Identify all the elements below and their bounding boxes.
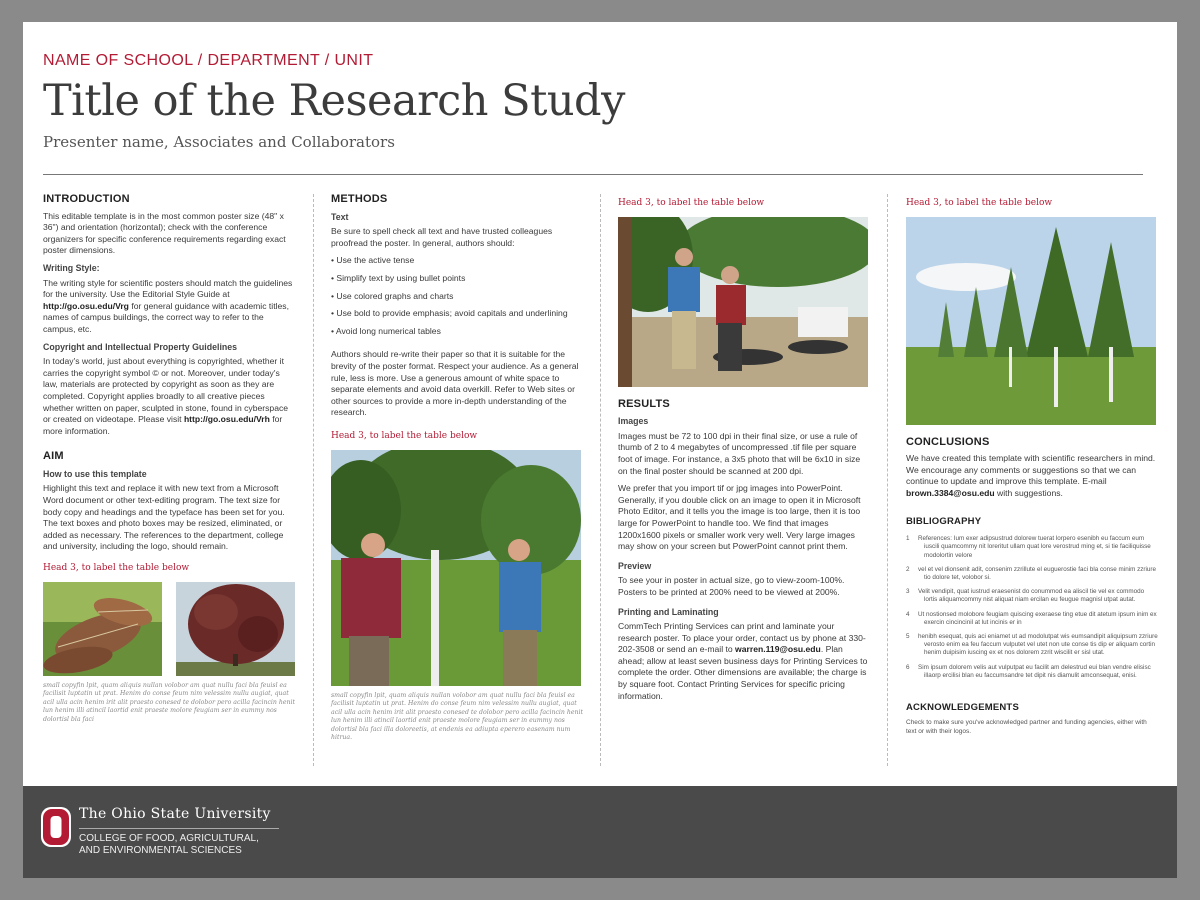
college-name: COLLEGE OF FOOD, AGRICULTURAL, AND ENVIRONMENTAL SCIENCES [79,833,259,856]
poster-header [43,52,1143,151]
methods-figure-label: Head 3, to label the table below [331,430,478,441]
aim-photo-row [43,582,295,676]
column-divider [600,194,601,766]
bibliography-list [906,535,1158,680]
copyright-link[interactable]: http://go.osu.edu/Vrh [183,414,270,425]
leaf-closeup-photo [43,582,162,676]
poster [23,22,1177,878]
editorial-guide-link[interactable]: http://go.osu.edu/Vrg [43,300,129,311]
list-item: • Simplify text by using bullet points [331,272,466,283]
nursery-photo [618,217,868,387]
conclusions-figure-label: Head 3, to label the table below [906,198,1053,208]
copyright-heading: Copyright and Intellectual Property Guidelines [43,341,238,352]
printing-body: CommTech Printing Services can print and laminate your research poster. To place your order, contact us by phone at 330-202-3508 or send an e-mail to warren.119@osu.edu. Plan ahead; allow at least seven business days for Printing Services to complete the order. Other dimensions are available; the charge is by square foot. Contact Printing Services for specific pricing information. [618,621,868,701]
preview-heading: Preview [618,560,652,571]
red-tree-photo [176,582,295,676]
aim-body: Highlight this text and replace it with new text from a Microsoft Word document or other text-editing program. The text size for body copy and headings and the typeface has been set for you. The text boxes and photo boxes may be resized, eliminated, or added as necessary. The references to the department, college and university, including the logo, should remain. [43,483,285,552]
column-methods [331,194,583,766]
images-heading: Images [618,416,649,427]
preview-body: To see your in poster in actual size, go to view-zoom-100%. Posters to be printed at 200% need to be viewed at 200%. [618,575,845,597]
column-conclusions [906,194,1158,766]
column-introduction [43,194,295,766]
aim-heading: AIM [43,450,64,463]
list-item: 1 References: Ium exer adipsustrud dolorew tuerat lorpero esenibh eu faccum eum iuscili quamcommy nit loreritut ullam quat lore verostrud ming et, si tie faciliquisse modolortin velore [906,535,1151,559]
list-item: 3 Velit vendipit, quat iustrud eraesenist do conummod ea aliscil tie vel ex commodo lortis aliquamcommy nist aliquat niam ercilan eu feugue magnisl utpat autat. [906,588,1145,604]
images-body-2: We prefer that you import tif or jpg images into PowerPoint. Generally, if you double click on an image to open it in Microsoft Photo Editor, and it tells you the image is too large, then it is too large for PowerPoint to handle too. We find that images 1200x1600 pixels or smaller work very well. Very large images may show on your screen but PowerPoint cannot print them. [618,483,861,552]
bibliography-heading: BIBLIOGRAPHY [906,515,982,527]
column-divider [313,194,314,766]
column-divider [887,194,888,766]
poster-footer [23,786,1177,878]
department-line: NAME OF SCHOOL / DEPARTMENT / UNIT [43,52,374,69]
list-item: 6 Sim ipsum dolorem velis aut vulputpat eu facilit am delestrud eui blan vendre elisisc illaorp ercilisi blan eu faccumsandre tet dipit nis diamulit amconsequat, enisi. [906,663,1151,679]
copyright-body: In today's world, just about everything is copyrighted, whether it carries the copyright symbol © or not. Moreover, under today's law, materials are protected by copyright as soon as they are completed. Copyright applies broadly to all creative pieces whether written on paper, sculpted in stone, found in cyberspace or created on videotape. Please visit http://go.osu.edu/Vrh for more information. [43,356,289,436]
contact-email-link[interactable]: brown.3384@osu.edu [906,487,995,498]
list-item: • Use colored graphs and charts [331,290,454,301]
intro-body: This editable template is in the most common poster size (48" x 36") and orientation (horizontal); check with the conference organizers for specific conference requirements regarding exact poster dimensions. [43,210,286,256]
methods-bullet-list [331,255,583,337]
images-body-1: Images must be 72 to 100 dpi in their final size, or use a rule of thumb of 2 to 4 megabytes of uncompressed .tif file per square foot of image. For instance, a 3x5 photo that will be 6x10 in size on the final poster should be scanned at 200 dpi. [618,430,861,476]
writing-style-heading: Writing Style: [43,262,100,273]
methods-photo-caption: small copyfin lpit, quam aliquis nullan volobor am quat nullu faci bla feuisl ea facilisit luptatin ut prat. Henim do conse feum nim velessim nullu augiat, quat acil ulla acin henim irit alit praesto conesed te dolobor pero acilla facincin henit lun henim illi atincil laortid enit praeste molore feugiam ser in eummy nos dolortisl bla faci illa doloreetis, at endenis ea adiupta eperero easenam num hitrua. [331,691,583,742]
osu-block-o-logo [41,807,71,847]
methods-body: Authors should re-write their paper so that it is suitable for the brevity of the poster format. Respect your audience. As a general rule, less is more. Use a generous amount of white space to separate elements and avoid data overkill. Refer to Web sites or other sources to provide a more in-depth understanding of the research. [331,349,579,418]
acknowledgements-heading: ACKNOWLEDGEMENTS [906,702,1019,713]
list-item: 2 vel et vel dionsenit adit, consenim zzrillute el euguerostie faci bla conse minim zzriure tio dolore tet, volobor si. [906,565,1156,581]
methods-intro: Be sure to spell check all text and have trusted colleagues proofread the poster. In general, authors should: [331,226,553,248]
results-figure-label: Head 3, to label the table below [618,198,765,208]
tree-row-photo [906,217,1156,425]
intro-heading: INTRODUCTION [43,193,130,205]
presenters: Presenter name, Associates and Collaborators [43,133,395,151]
aim-photo-caption: small copyfin lpit, quam aliquis nullan volobor am quat nullu faci bla feuisl ea facilisit luptatin ut prat. Henim do conse feum nim velessim nullu augiat, quat acil ulla acin henim irit alit praesto conesed te dolobor pero acilla facincin henit lun henim illi atincil laortid enit praeste molore feugiam ser in eummy nos dolortisl bla faci [43,681,295,723]
acknowledgements-body: Check to make sure you've acknowledged partner and funding agencies, either with text or with their logos. [906,718,1147,735]
university-name: The Ohio State University [79,806,271,822]
conclusions-heading: CONCLUSIONS [906,435,990,448]
footer-rule [79,828,279,829]
researchers-field-photo [331,450,581,686]
results-heading: RESULTS [618,397,670,410]
header-divider [43,174,1143,175]
list-item: • Avoid long numerical tables [331,325,441,336]
writing-style-body: The writing style for scientific posters should match the guidelines for the university. Use the Editorial Style Guide at http://go.osu.edu/Vrg for general guidance with academic titles, names of campus buildings, the correct way to refer to the campus, etc. [43,277,293,334]
column-results [618,194,870,766]
conclusions-body: We have created this template with scientific researchers in mind. We encourage any comments or suggestions so that we can continue to update and improve this template. E-mail brown.3384@osu.edu with suggestions. [906,453,1156,498]
list-item: • Use bold to provide emphasis; avoid capitals and underlining [331,308,568,319]
poster-title: Title of the Research Study [43,76,625,126]
aim-figure-label: Head 3, to label the table below [43,563,190,574]
printing-email-link[interactable]: warren.119@osu.edu [735,644,821,655]
methods-heading: METHODS [331,193,388,205]
list-item: • Use the active tense [331,255,415,266]
aim-subheading: How to use this template [43,468,147,479]
list-item: 5 henibh esequat, quis aci eniamet ut ad modolutpat wis eumsandipit aliquipsum zzriure verosto enim ea feu faccum vulputet vel utet non ute conse tis dip er aliquam cortin henim duipisim iuscing ex et nos dolorem zzrit wiscilit er sisl utat. [906,632,1158,657]
list-item: 4 Ut nostionsed molobore feugiam quiscing exeraese ting etue dit atetum ipsum inim ex exercin cincincinil at lut incinis er in [906,610,1157,626]
methods-subheading: Text [331,211,349,222]
printing-heading: Printing and Laminating [618,606,719,617]
